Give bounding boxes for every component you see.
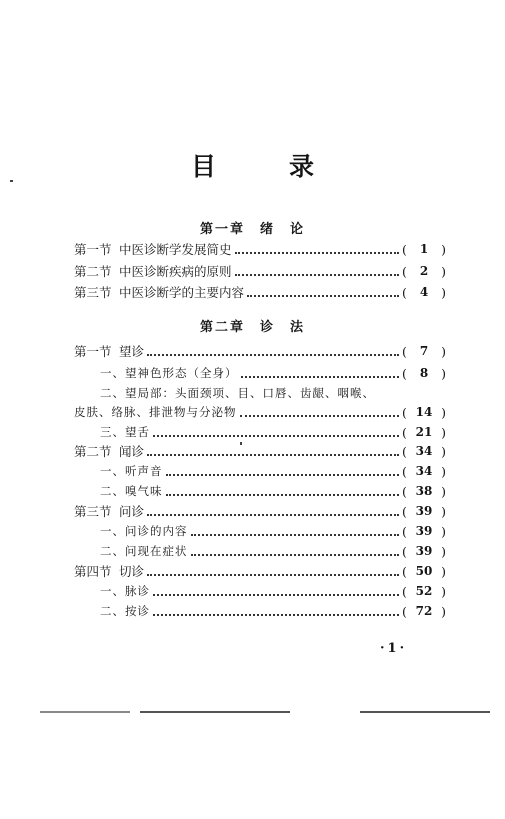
page-title: 目 录	[190, 152, 338, 181]
dot-leader	[191, 531, 400, 536]
page-ref: ( 38 )	[402, 483, 446, 499]
page-ref: ( 4 )	[402, 284, 446, 300]
page-number: 39	[415, 524, 433, 538]
entry-title: 三、望舌	[100, 425, 150, 439]
toc-entry	[100, 602, 446, 620]
dot-leader	[191, 551, 400, 556]
dot-leader	[241, 373, 400, 378]
page-ref: ( 39 )	[402, 503, 446, 519]
entry-title: 皮肤、络脉、排泄物与分泌物	[74, 405, 237, 419]
toc-entry	[100, 384, 446, 402]
entry-title: 切诊	[119, 564, 145, 579]
page-ref: ( 72 )	[402, 603, 446, 619]
scan-speck	[10, 180, 13, 182]
page-number: 38	[415, 484, 433, 498]
dot-leader	[147, 571, 399, 576]
page-number: 72	[415, 604, 433, 618]
scan-edge-line	[140, 711, 290, 713]
scan-edge-line	[360, 711, 490, 713]
page-ref: ( 50 )	[402, 563, 446, 579]
dot-leader	[153, 432, 399, 437]
toc-entry	[74, 342, 446, 360]
entry-title: 二、按诊	[100, 604, 150, 618]
chapter-heading: 第一章 绪 论	[199, 222, 305, 237]
toc-entry	[100, 423, 446, 441]
page-ref: ( 21 )	[402, 424, 446, 440]
scan-speck	[240, 442, 242, 445]
dot-leader	[147, 351, 399, 356]
section-label: 第二节	[74, 444, 112, 459]
entry-title: 问诊	[119, 504, 145, 519]
entry-title: 一、问诊的内容	[100, 524, 188, 538]
page-number: 7	[419, 344, 429, 358]
dot-leader	[247, 292, 399, 297]
toc-entry	[74, 240, 446, 258]
entry-title: 二、嗅气味	[100, 484, 163, 498]
section-label: 第三节	[74, 504, 112, 519]
page-number: 1	[419, 242, 429, 256]
page-number: 39	[415, 504, 433, 518]
entry-title: 二、望局部：头面颈项、目、口唇、齿龈、咽喉、	[100, 386, 375, 400]
page-ref: ( 52 )	[402, 583, 446, 599]
page-number: 4	[419, 285, 429, 299]
page-number: 50	[415, 564, 433, 578]
toc-entry	[100, 482, 446, 500]
page-ref: ( 2 )	[402, 263, 446, 279]
dot-leader	[153, 591, 399, 596]
toc-entry	[100, 542, 446, 560]
page-ref: ( 14 )	[402, 404, 446, 420]
page-number: 52	[415, 584, 433, 598]
page-number: 39	[415, 544, 433, 558]
page-number: 2	[419, 264, 429, 278]
dot-leader	[166, 471, 400, 476]
page-ref: ( 8 )	[402, 365, 446, 381]
dot-leader	[240, 412, 400, 417]
toc-entry	[100, 364, 446, 382]
entry-title: 中医诊断学的主要内容	[119, 285, 245, 300]
toc-entry	[100, 582, 446, 600]
page-ref: ( 39 )	[402, 543, 446, 559]
dot-leader	[147, 511, 399, 516]
dot-leader	[235, 271, 399, 276]
toc-entry	[74, 403, 446, 421]
toc-entry	[74, 283, 446, 301]
page-number: 34	[415, 444, 433, 458]
section-label: 第四节	[74, 564, 112, 579]
entry-title: 中医诊断疾病的原则	[119, 264, 232, 279]
page-ref: ( 34 )	[402, 463, 446, 479]
section-label: 第一节	[74, 344, 112, 359]
dot-leader	[147, 451, 399, 456]
entry-title: 二、问现在症状	[100, 544, 188, 558]
dot-leader	[153, 611, 399, 616]
section-label: 第一节	[74, 242, 112, 257]
entry-title: 一、脉诊	[100, 584, 150, 598]
toc-entry	[100, 522, 446, 540]
entry-title: 中医诊断学发展简史	[119, 242, 232, 257]
page-ref: ( 1 )	[402, 241, 446, 257]
toc-entry	[74, 442, 446, 460]
toc-entry	[74, 562, 446, 580]
toc-entry	[74, 502, 446, 520]
entry-title: 望诊	[119, 344, 145, 359]
dot-leader	[166, 491, 400, 496]
entry-title: 一、望神色形态（全身）	[100, 366, 238, 380]
toc-entry	[100, 462, 446, 480]
dot-leader	[235, 249, 399, 254]
entry-title: 闻诊	[119, 444, 145, 459]
chapter-heading: 第二章 诊 法	[199, 320, 305, 335]
page-number: 14	[415, 405, 433, 419]
page-number: 21	[415, 425, 433, 439]
page-folio: ·1·	[380, 641, 408, 656]
page-number: 34	[415, 464, 433, 478]
scan-edge-line	[40, 711, 130, 713]
page-number: 8	[419, 366, 429, 380]
page-ref: ( 7 )	[402, 343, 446, 359]
section-label: 第二节	[74, 264, 112, 279]
page-ref: ( 34 )	[402, 443, 446, 459]
entry-title: 一、听声音	[100, 464, 163, 478]
page-ref: ( 39 )	[402, 523, 446, 539]
section-label: 第三节	[74, 285, 112, 300]
toc-entry	[74, 262, 446, 280]
